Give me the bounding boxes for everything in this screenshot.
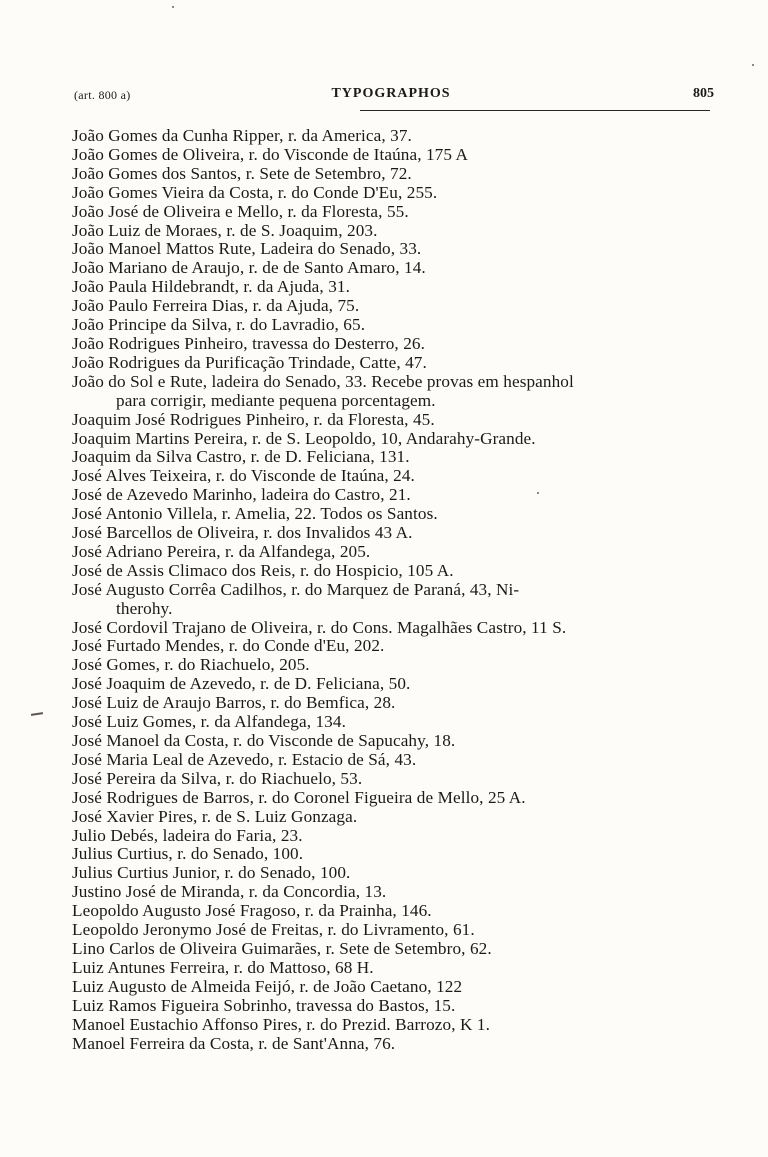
list-item (72, 921, 722, 940)
list-item (72, 505, 722, 524)
entry-text: Joaquim da Silva Castro, r. de D. Feliciana, 131. (72, 447, 410, 467)
entry-text: José Gomes, r. do Riachuelo, 205. (72, 655, 310, 675)
list-item (72, 411, 722, 430)
list-item (72, 940, 722, 959)
list-item (72, 373, 722, 411)
entry-text: Leopoldo Augusto José Fragoso, r. da Prainha, 146. (72, 901, 432, 921)
list-item (72, 978, 722, 997)
entry-text: José Antonio Villela, r. Amelia, 22. Todos os Santos. (72, 504, 438, 524)
entry-text: José Pereira da Silva, r. do Riachuelo, 53. (72, 768, 363, 788)
list-item (72, 959, 722, 978)
paper-speck (752, 64, 754, 66)
entry-text: Luiz Augusto de Almeida Feijó, r. de João Caetano, 122 (72, 976, 463, 996)
list-item (72, 713, 722, 732)
entry-text: José Cordovil Trajano de Oliveira, r. do Cons. Magalhães Castro, 11 S. (72, 617, 567, 637)
entry-text: José Joaquim de Azevedo, r. de D. Feliciana, 50. (72, 674, 411, 694)
list-item (72, 1016, 722, 1035)
entry-text: João Manoel Mattos Rute, Ladeira do Senado, 33. (72, 239, 422, 259)
list-item (72, 997, 722, 1016)
list-item (72, 316, 722, 335)
entry-text: João Rodrigues Pinheiro, travessa do Desterro, 26. (72, 333, 425, 353)
list-item (72, 694, 722, 713)
entry-text: João Paulo Ferreira Dias, r. da Ajuda, 75. (72, 296, 360, 316)
entry-text: João Rodrigues da Purificação Trindade, Catte, 47. (72, 352, 427, 372)
list-item (72, 619, 722, 638)
list-item (72, 240, 722, 259)
typographer-list (72, 127, 722, 1053)
entry-text: Julio Debés, ladeira do Faria, 23. (72, 825, 303, 845)
entry-text: Luiz Ramos Figueira Sobrinho, travessa do Bastos, 15. (72, 995, 456, 1015)
list-item (72, 127, 722, 146)
paper-speck (537, 492, 539, 494)
entry-text: José Augusto Corrêa Cadilhos, r. do Marquez de Paraná, 43, Ni- (72, 579, 520, 599)
list-item (72, 335, 722, 354)
entry-text: José Furtado Mendes, r. do Conde d'Eu, 202. (72, 636, 385, 656)
entry-text: Lino Carlos de Oliveira Guimarães, r. Sete de Setembro, 62. (72, 938, 492, 958)
list-item (72, 845, 722, 864)
paper-speck (172, 6, 174, 8)
list-item (72, 297, 722, 316)
list-item (72, 1035, 722, 1054)
list-item (72, 732, 722, 751)
entry-text: José Alves Teixeira, r. do Visconde de Itaúna, 24. (72, 466, 415, 486)
list-item (72, 581, 722, 619)
entry-text: José de Assis Climaco dos Reis, r. do Hospicio, 105 A. (72, 560, 454, 580)
list-item (72, 656, 722, 675)
entry-text: José Manoel da Costa, r. do Visconde de Sapucahy, 18. (72, 731, 456, 750)
list-item (72, 675, 722, 694)
list-item (72, 184, 722, 203)
section-title: TYPOGRAPHOS (331, 86, 451, 101)
entry-text: João Gomes dos Santos, r. Sete de Setembro, 72. (72, 163, 412, 183)
entry-text: Manoel Ferreira da Costa, r. de Sant'Anna, 76. (72, 1033, 396, 1053)
entry-text: João Mariano de Araujo, r. de de Santo Amaro, 14. (72, 258, 426, 278)
list-item (72, 203, 722, 222)
list-item (72, 165, 722, 184)
list-item (72, 827, 722, 846)
entry-text: José Barcellos de Oliveira, r. dos Invalidos 43 A. (72, 523, 413, 543)
entry-text: Julius Curtius Junior, r. do Senado, 100. (72, 863, 351, 883)
page-number: 805 (693, 86, 714, 101)
entry-text: José de Azevedo Marinho, ladeira do Castro, 21. (72, 485, 411, 505)
list-item (72, 486, 722, 505)
entry-continuation: therohy. (116, 598, 173, 618)
entry-text: João José de Oliveira e Mello, r. da Floresta, 55. (72, 201, 409, 221)
list-item (72, 864, 722, 883)
entry-text: João do Sol e Rute, ladeira do Senado, 33. Recebe provas em hespanhol (72, 371, 574, 391)
entry-text: Leopoldo Jeronymo José de Freitas, r. do Livramento, 61. (72, 920, 475, 940)
list-item (72, 354, 722, 373)
entry-text: Justino José de Miranda, r. da Concordia, 13. (72, 882, 387, 902)
list-item (72, 146, 722, 165)
list-item (72, 430, 722, 449)
margin-mark (31, 712, 43, 716)
entry-text: Manoel Eustachio Affonso Pires, r. do Prezid. Barrozo, K 1. (72, 1014, 491, 1034)
entry-text: João Gomes da Cunha Ripper, r. da America, 37. (72, 126, 412, 145)
entry-text: José Rodrigues de Barros, r. do Coronel Figueira de Mello, 25 A. (72, 787, 526, 807)
entry-text: José Adriano Pereira, r. da Alfandega, 205. (72, 541, 371, 561)
entry-text: José Luiz de Araujo Barros, r. do Bemfica, 28. (72, 693, 396, 713)
entry-text: João Gomes Vieira da Costa, r. do Conde D'Eu, 255. (72, 182, 438, 202)
entry-text: José Maria Leal de Azevedo, r. Estacio de Sá, 43. (72, 749, 417, 769)
entry-text: João Luiz de Moraes, r. de S. Joaquim, 203. (72, 220, 378, 240)
list-item (72, 562, 722, 581)
list-item (72, 222, 722, 241)
entry-text: Joaquim Martins Pereira, r. de S. Leopoldo, 10, Andarahy-Grande. (72, 428, 536, 448)
list-item (72, 751, 722, 770)
entry-text: João Gomes de Oliveira, r. do Visconde de Itaúna, 175 A (72, 144, 469, 164)
list-item (72, 770, 722, 789)
list-item (72, 524, 722, 543)
list-item (72, 543, 722, 562)
list-item (72, 448, 722, 467)
list-item (72, 278, 722, 297)
entry-text: Julius Curtius, r. do Senado, 100. (72, 844, 304, 864)
list-item (72, 259, 722, 278)
page-header (68, 84, 714, 106)
list-item (72, 808, 722, 827)
entry-text: João Paula Hildebrandt, r. da Ajuda, 31. (72, 277, 350, 297)
entry-text: João Principe da Silva, r. do Lavradio, 65. (72, 315, 366, 335)
list-item (72, 883, 722, 902)
entry-text: Joaquim José Rodrigues Pinheiro, r. da Floresta, 45. (72, 409, 435, 429)
entry-text: José Luiz Gomes, r. da Alfandega, 134. (72, 712, 346, 732)
header-rule (360, 110, 710, 111)
entry-text: Luiz Antunes Ferreira, r. do Mattoso, 68 H. (72, 957, 374, 977)
entry-text: José Xavier Pires, r. de S. Luiz Gonzaga. (72, 806, 358, 826)
entry-continuation: para corrigir, mediante pequena porcentagem. (116, 390, 436, 410)
list-item (72, 789, 722, 808)
list-item (72, 902, 722, 921)
section-reference: (art. 800 a) (74, 88, 131, 102)
list-item (72, 467, 722, 486)
list-item (72, 637, 722, 656)
